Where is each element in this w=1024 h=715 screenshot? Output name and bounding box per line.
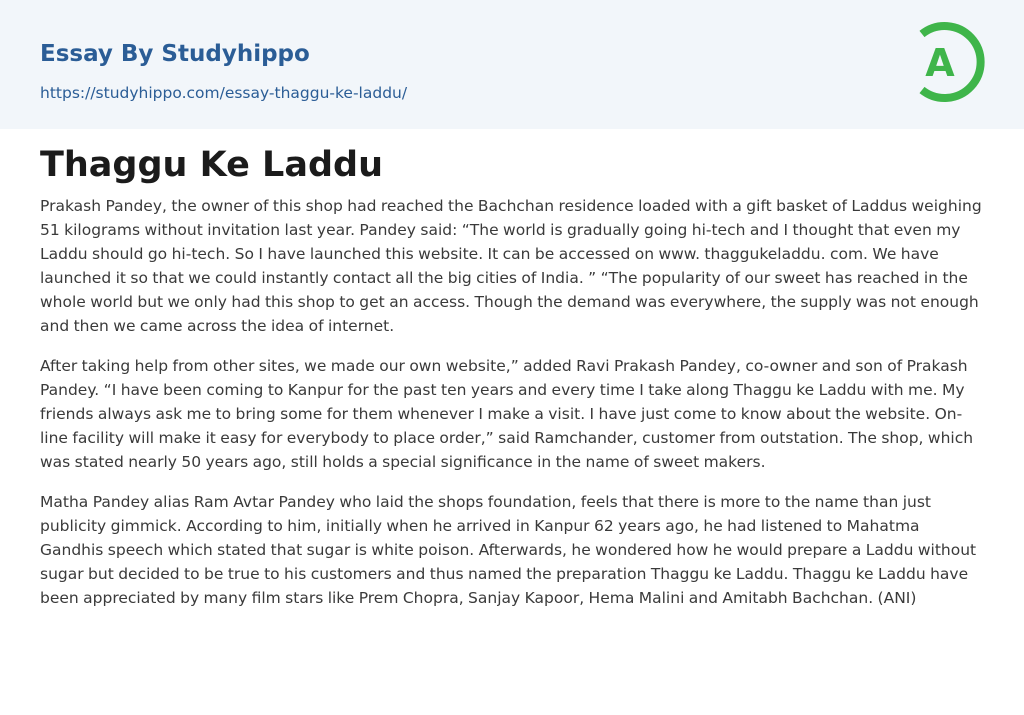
essay-body (40, 194, 986, 626)
studyhippo-logo-icon[interactable] (910, 18, 988, 106)
essay-paragraph: Matha Pandey alias Ram Avtar Pandey who laid the shops foundation, feels that there is more to the name than just publicity gimmick. According to him, initially when he arrived in Kanpur 62 years ago, he had listened to Mahatma Gandhis speech which stated that sugar is white poison. Afterwards, he wondered how he would prepare a Laddu without sugar but decided to be true to his customers and thus named the preparation Thaggu ke Laddu. Thaggu ke Laddu have been appreciated by many film stars like Prem Chopra, Sanjay Kapoor, Hema Malini and Amitabh Bachchan. (ANI) (40, 493, 977, 607)
page-url-link[interactable]: https://studyhippo.com/essay-thaggu-ke-laddu/ (40, 84, 408, 102)
essay-paragraph: Prakash Pandey, the owner of this shop had reached the Bachchan residence loaded with a gift basket of Laddus weighing 51 kilograms without invitation last year. Pandey said: “The world is gradually going hi-tech and I thought that even my Laddu should go hi-tech. So I have launched this website. It can be accessed on www. thaggukeladdu. com. We have launched it so that we could instantly contact all the big cities of India. ” “The popularity of our sweet has reached in the whole world but we only had this shop to get an access. Though the demand was everywhere, the supply was not enough and then we came across the idea of internet. (40, 197, 982, 335)
essay-title: Thaggu Ke Laddu (40, 145, 383, 185)
logo-letter: A (925, 41, 955, 85)
site-brand[interactable]: Essay By Studyhippo (40, 41, 310, 67)
essay-paragraph: After taking help from other sites, we made our own website,” added Ravi Prakash Pandey, co-owner and son of Prakash Pandey. “I have been coming to Kanpur for the past ten years and every time I take along Thaggu ke Laddu with me. My friends always ask me to bring some for them whenever I make a visit. I have just come to know about the website. On-line facility will make it easy for everybody to place order,” said Ramchander, customer from outstation. The shop, which was stated nearly 50 years ago, still holds a special significance in the name of sweet makers. (40, 357, 974, 471)
site-header (0, 0, 1024, 129)
